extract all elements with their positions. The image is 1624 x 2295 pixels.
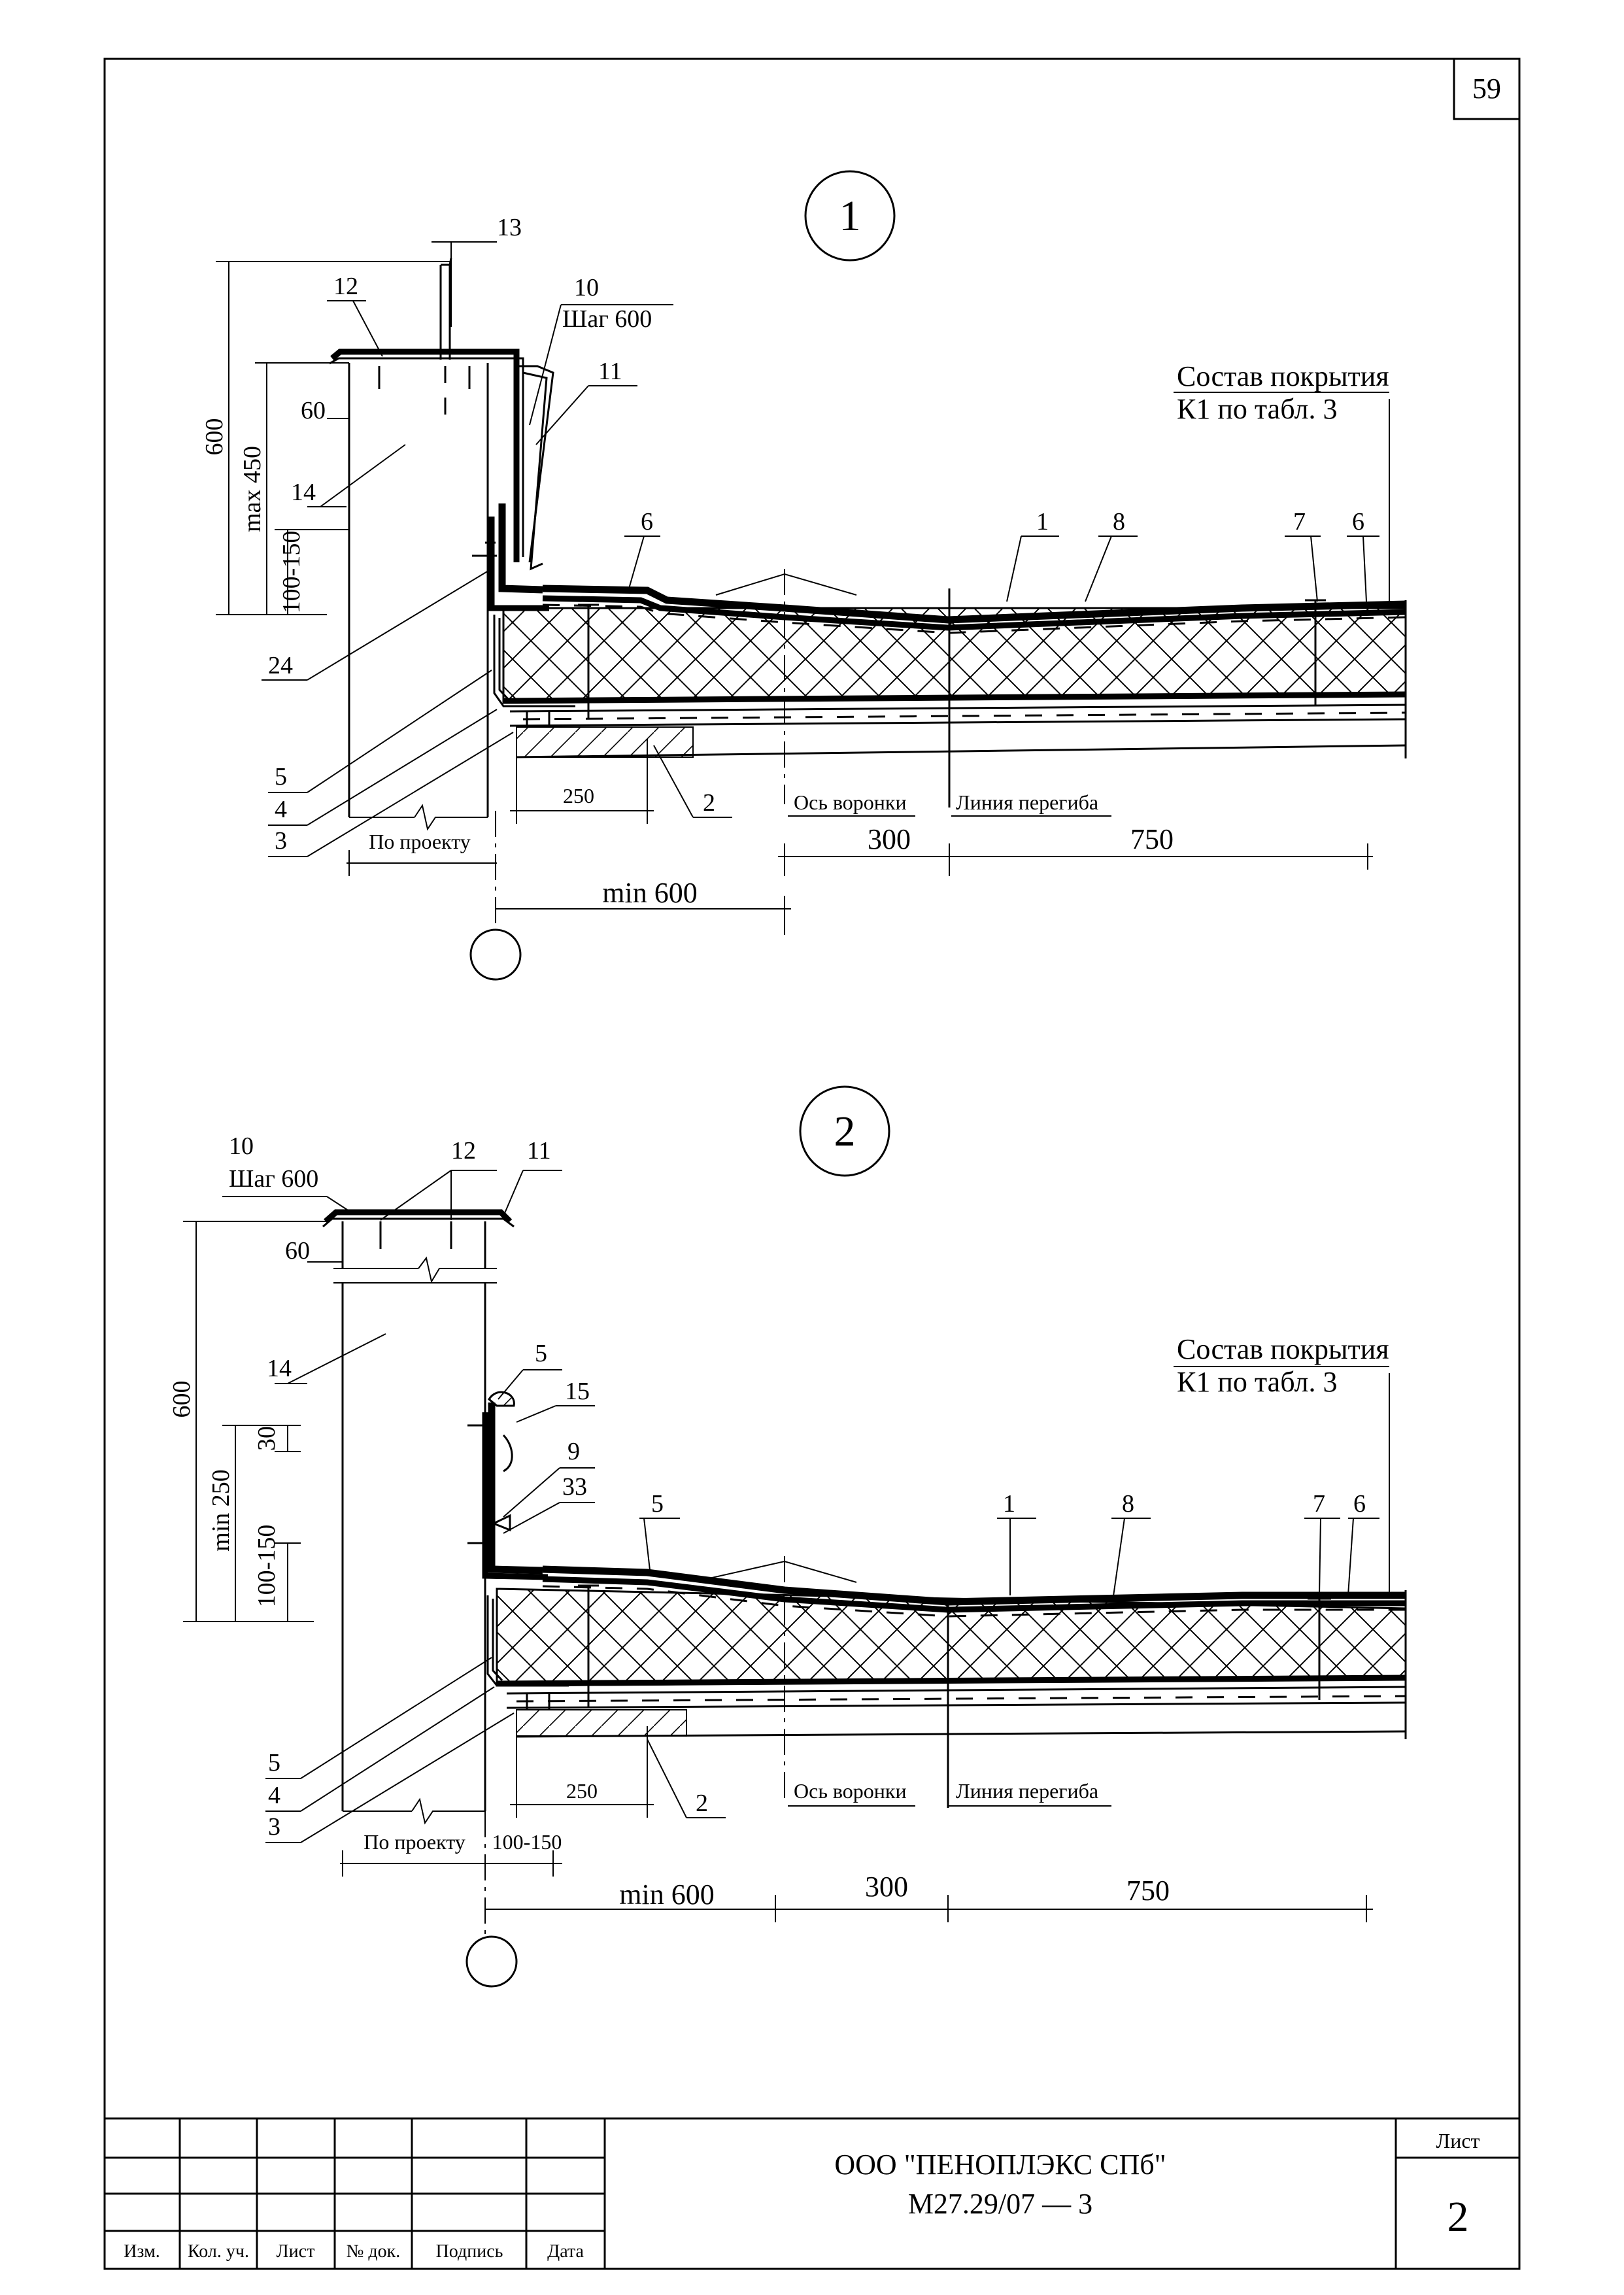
callout-3-2: 3: [268, 1813, 280, 1841]
coating-label-1-2: Состав покрытия: [1177, 1333, 1389, 1365]
dim-750: 750: [1130, 823, 1174, 855]
callout-4: 4: [275, 796, 287, 823]
callout-1: 1: [1036, 508, 1049, 536]
callout-leaders-2: [222, 1170, 1389, 1843]
callout-24: 24: [268, 652, 293, 679]
dim-60: 60: [301, 397, 326, 424]
vertical-dimensions-1: [216, 262, 451, 615]
callout-5b-2: 5: [651, 1490, 664, 1518]
dim-250-2: 250: [566, 1779, 598, 1803]
tb-header-list: Лист: [276, 2241, 315, 2262]
callout-33-2: 33: [562, 1473, 587, 1501]
callout-14: 14: [291, 479, 316, 506]
coating-label-2-2: К1 по табл. 3: [1177, 1366, 1338, 1398]
callout-leaders-1: [262, 242, 1389, 857]
dim-750-2: 750: [1126, 1875, 1170, 1907]
dim-600: 600: [201, 418, 228, 456]
callout-13: 13: [497, 214, 522, 241]
callout-7: 7: [1293, 508, 1306, 536]
parapet-wall: [349, 363, 488, 829]
tb-header-kol-uch: Кол. уч.: [188, 2241, 249, 2262]
callout-11-2: 11: [527, 1137, 551, 1164]
callout-11: 11: [598, 358, 622, 385]
callout-1-2: 1: [1003, 1490, 1015, 1518]
parapet-wall-2: [333, 1221, 497, 1823]
grid-axis-bubble-2: [467, 1937, 516, 1986]
dim-600-2: 600: [168, 1380, 195, 1418]
dim-250: 250: [563, 784, 594, 808]
dim-by-project-2: По проекту: [364, 1830, 465, 1854]
coating-label-2: К1 по табл. 3: [1177, 393, 1338, 425]
roof-layers-2: [497, 1561, 1406, 1739]
page-number: 59: [1472, 73, 1501, 105]
callout-12: 12: [333, 273, 358, 300]
horizontal-dimensions-1: [347, 739, 1373, 935]
organization-name: ООО "ПЕНОПЛЭКС СПб": [834, 2149, 1166, 2181]
dim-300-2: 300: [865, 1871, 908, 1903]
callout-10-2: 10: [229, 1132, 254, 1160]
dim-100-150-bottom: 100-150: [492, 1830, 562, 1854]
dim-100-150: 100-150: [278, 530, 305, 614]
dim-100-150-2: 100-150: [253, 1524, 280, 1608]
tb-header-signature: Подпись: [435, 2241, 503, 2262]
document-code: М27.29/07 — 3: [907, 2188, 1093, 2220]
tb-header-izm: Изм.: [124, 2241, 160, 2262]
dim-min-250: min 250: [207, 1469, 235, 1552]
dim-60-2: 60: [285, 1237, 310, 1265]
label-funnel-axis-2: Ось воронки: [794, 1779, 907, 1803]
detail-2: [168, 1087, 1406, 1986]
callout-5: 5: [275, 763, 287, 790]
callout-8-2: 8: [1122, 1490, 1134, 1518]
dim-min-600: min 600: [602, 877, 698, 909]
callout-5c-2: 5: [268, 1749, 280, 1776]
callout-9-2: 9: [567, 1438, 580, 1465]
label-bend-line-2: Линия перегиба: [956, 1779, 1099, 1803]
dim-by-project: По проекту: [369, 830, 471, 853]
callout-3: 3: [275, 827, 287, 855]
callout-5a-2: 5: [535, 1340, 547, 1367]
dim-min-600-2: min 600: [619, 1878, 715, 1911]
callout-4-2: 4: [268, 1782, 280, 1809]
title-block: [105, 2118, 1519, 2269]
parapet-cap: [330, 258, 553, 569]
grid-axis-bubble: [471, 930, 520, 979]
callout-6b: 6: [1352, 508, 1364, 536]
sheet-label: Лист: [1436, 2129, 1480, 2152]
callout-14-2: 14: [267, 1355, 292, 1382]
dim-300: 300: [868, 823, 911, 855]
detail-2-number: 2: [834, 1108, 856, 1155]
callout-10: 10: [574, 274, 599, 301]
horizontal-dimensions-2: [340, 1726, 1373, 1922]
coating-label-1: Состав покрытия: [1177, 360, 1389, 392]
detail-1: [201, 171, 1406, 979]
roof-layers-1: [503, 574, 1406, 758]
callout-6-2: 6: [1353, 1490, 1366, 1518]
callout-step-600-2: Шаг 600: [229, 1165, 319, 1193]
callout-15-2: 15: [565, 1378, 590, 1405]
callout-step-600: Шаг 600: [562, 305, 652, 333]
callout-7-2: 7: [1313, 1490, 1325, 1518]
sheet-number: 2: [1447, 2193, 1469, 2241]
tb-header-date: Дата: [547, 2241, 584, 2262]
callout-6a: 6: [641, 508, 653, 536]
callout-8: 8: [1113, 508, 1125, 536]
tb-header-doc-no: № док.: [346, 2241, 401, 2262]
label-bend-line: Линия перегиба: [956, 790, 1099, 814]
dim-30: 30: [253, 1426, 280, 1451]
label-funnel-axis: Ось воронки: [794, 790, 907, 814]
callout-2-2: 2: [696, 1790, 708, 1817]
detail-1-number: 1: [839, 192, 861, 240]
callout-12-2: 12: [451, 1137, 476, 1164]
callout-2: 2: [703, 789, 715, 817]
dim-max-450: max 450: [239, 446, 266, 532]
